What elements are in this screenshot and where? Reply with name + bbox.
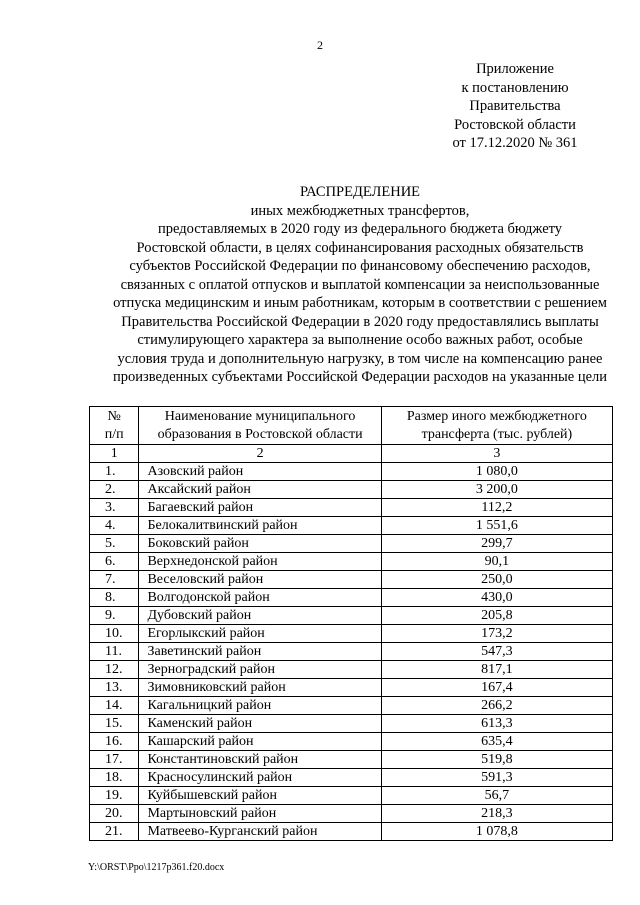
table-row <box>90 661 613 679</box>
table-header-row <box>90 407 613 445</box>
municipality-name: Красносулинский район <box>139 769 381 787</box>
municipality-name: Кашарский район <box>139 733 381 751</box>
table-row <box>90 499 613 517</box>
municipality-name: Куйбышевский район <box>139 787 381 805</box>
municipality-name: Аксайский район <box>139 481 381 499</box>
row-number: 9. <box>90 607 139 625</box>
transfer-amount: 299,7 <box>381 535 612 553</box>
row-number: 8. <box>90 589 139 607</box>
table-row <box>90 769 613 787</box>
transfer-amount: 90,1 <box>381 553 612 571</box>
municipality-name: Кагальницкий район <box>139 697 381 715</box>
municipality-name: Мартыновский район <box>139 805 381 823</box>
document-title: РАСПРЕДЕЛЕНИЕ <box>299 184 421 200</box>
transfer-amount: 3 200,0 <box>381 481 612 499</box>
transfer-amount: 817,1 <box>381 661 612 679</box>
transfer-amount: 430,0 <box>381 589 612 607</box>
table-row <box>90 679 613 697</box>
row-number: 3. <box>90 499 139 517</box>
subtitle-line: иных межбюджетных трансфертов, <box>250 202 470 219</box>
row-number: 12. <box>90 661 139 679</box>
table-row <box>90 643 613 661</box>
row-number: 11. <box>90 643 139 661</box>
page-number: 2 <box>317 38 323 52</box>
municipality-name: Константиновский район <box>139 751 381 769</box>
file-path-footer: Y:\ORST\Ppo\1217p361.f20.docx <box>88 862 225 873</box>
distribution-table <box>89 406 613 841</box>
subtitle-line: отпуска медицинским и иным работникам, которым в соответствии с решением <box>113 295 607 311</box>
row-number: 1. <box>90 463 139 481</box>
table-row <box>90 625 613 643</box>
row-number: 7. <box>90 571 139 589</box>
transfer-amount: 167,4 <box>381 679 612 697</box>
subtitle-line: предоставляемых в 2020 году из федерального бюджета бюджету <box>157 221 563 237</box>
municipality-name: Азовский район <box>139 463 381 481</box>
table-row <box>90 823 613 841</box>
header-text: трансферта (тыс. рублей) <box>421 426 573 442</box>
municipality-name: Каменский район <box>139 715 381 733</box>
header-text: № <box>107 409 121 424</box>
table-row <box>90 751 613 769</box>
header-text: образования в Ростовской области <box>157 426 363 442</box>
municipality-name: Егорлыкский район <box>139 625 381 643</box>
municipality-name: Волгодонской район <box>139 589 381 607</box>
column-number: 2 <box>139 445 381 463</box>
header-text: Размер иного межбюджетного <box>406 409 587 424</box>
transfer-amount: 635,4 <box>381 733 612 751</box>
row-number: 18. <box>90 769 139 787</box>
table-row <box>90 481 613 499</box>
table-row <box>90 571 613 589</box>
transfer-amount: 250,0 <box>381 571 612 589</box>
appendix-line: Приложение <box>476 61 554 77</box>
row-number: 17. <box>90 751 139 769</box>
table-row <box>90 517 613 535</box>
transfer-amount: 591,3 <box>381 769 612 787</box>
row-number: 4. <box>90 517 139 535</box>
table-row <box>90 733 613 751</box>
transfer-amount: 1 551,6 <box>381 517 612 535</box>
table-row <box>90 463 613 481</box>
table-row <box>90 697 613 715</box>
table-row <box>90 589 613 607</box>
transfer-amount: 173,2 <box>381 625 612 643</box>
municipality-name: Веселовский район <box>139 571 381 589</box>
transfer-amount: 112,2 <box>381 499 612 517</box>
municipality-name: Белокалитвинский район <box>139 517 381 535</box>
transfer-amount: 1 078,8 <box>381 823 612 841</box>
appendix-line: Ростовской области <box>454 116 576 133</box>
subtitle-line: Ростовской области, в целях софинансирования расходных обязательств <box>136 239 584 256</box>
table-row <box>90 715 613 733</box>
transfer-amount: 613,3 <box>381 715 612 733</box>
table-row <box>90 535 613 553</box>
municipality-name: Зерноградский район <box>139 661 381 679</box>
column-number: 1 <box>90 445 139 463</box>
row-number: 16. <box>90 733 139 751</box>
row-number: 5. <box>90 535 139 553</box>
row-number: 10. <box>90 625 139 643</box>
subtitle-line: Правительства Российской Федерации в 2020 году предоставлялись выплаты <box>121 313 599 330</box>
appendix-line: к постановлению <box>461 79 569 96</box>
municipality-name: Боковский район <box>139 535 381 553</box>
transfer-amount: 1 080,0 <box>381 463 612 481</box>
row-number: 15. <box>90 715 139 733</box>
transfer-amount: 547,3 <box>381 643 612 661</box>
row-number: 6. <box>90 553 139 571</box>
document-title-block <box>60 183 640 387</box>
transfer-amount: 218,3 <box>381 805 612 823</box>
table-row <box>90 553 613 571</box>
row-number: 21. <box>90 823 139 841</box>
table-row <box>90 787 613 805</box>
municipality-name: Дубовский район <box>139 607 381 625</box>
column-number-row <box>90 445 613 463</box>
subtitle-line: условия труда и дополнительную нагрузку, в том числе на компенсацию ранее <box>117 350 603 367</box>
transfer-amount: 519,8 <box>381 751 612 769</box>
subtitle-line: связанных с оплатой отпусков и выплатой компенсации за неиспользованные <box>120 276 600 293</box>
appendix-line: Правительства <box>469 98 561 114</box>
municipality-name: Заветинский район <box>139 643 381 661</box>
header-amount <box>381 407 612 445</box>
appendix-line: от 17.12.2020 № 361 <box>452 135 578 151</box>
subtitle-line: субъектов Российской Федерации по финансовому обеспечению расходов, <box>129 258 591 274</box>
transfer-amount: 56,7 <box>381 787 612 805</box>
municipality-name: Зимовниковский район <box>139 679 381 697</box>
transfer-amount: 205,8 <box>381 607 612 625</box>
table-row <box>90 607 613 625</box>
document-subtitle <box>60 202 640 387</box>
municipality-name: Багаевский район <box>139 499 381 517</box>
header-text: Наименование муниципального <box>164 409 356 424</box>
header-number <box>90 407 139 445</box>
row-number: 2. <box>90 481 139 499</box>
row-number: 19. <box>90 787 139 805</box>
table-row <box>90 805 613 823</box>
transfer-amount: 266,2 <box>381 697 612 715</box>
row-number: 14. <box>90 697 139 715</box>
header-municipality <box>139 407 381 445</box>
subtitle-line: стимулирующего характера за выполнение особо важных работ, особые <box>137 332 583 348</box>
municipality-name: Верхнедонской район <box>139 553 381 571</box>
municipality-name: Матвеево-Курганский район <box>139 823 381 841</box>
row-number: 13. <box>90 679 139 697</box>
header-text: п/п <box>104 426 124 442</box>
column-number: 3 <box>381 445 612 463</box>
row-number: 20. <box>90 805 139 823</box>
subtitle-line: произведенных субъектами Российской Федерации расходов на указанные цели <box>112 369 608 385</box>
appendix-header <box>450 60 580 153</box>
